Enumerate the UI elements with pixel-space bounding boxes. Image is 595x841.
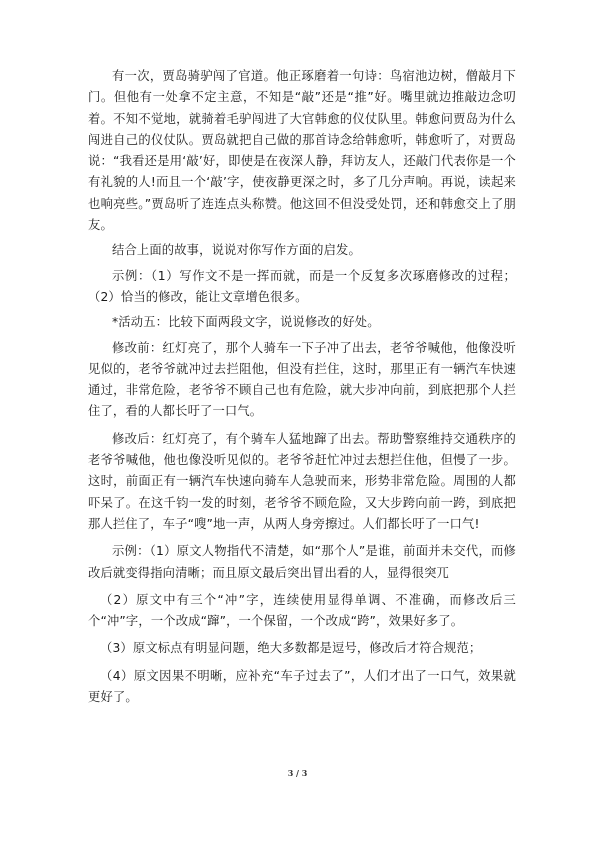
story-paragraph: 有一次，贾岛骑驴闯了官道。他正琢磨着一句诗：鸟宿池边树，僧敲月下门。但他有一处拿不定主意，不知是“敲”还是“推”好。嘴里就边推敲边念叨着。不知不觉地，就骑着毛驴闯进了大官韩愈的仪仗队里。韩愈问贾岛为什么闯进自己的仪仗队。贾岛就把自己做的那首诗念给韩愈听，韩愈听了，对贾岛说：“我看还是用‘敲’好，即使是在夜深人静，拜访友人，还敲门代表你是一个有礼貌的人!而且一个‘敲’字，使夜静更深之时，多了几分声响。再说，读起来也响亮些。”贾岛听了连连点头称赞。他这回不但没受处罚，还和韩愈交上了朋友。 bbox=[88, 69, 516, 233]
example-point-4: （4）原文因果不明晰，应补充“车子过去了”，人们才出了一口气，效果就更好了。 bbox=[88, 668, 516, 705]
after-revision-paragraph: 修改后：红灯亮了，有个骑车人猛地蹿了出去。帮助警察维持交通秩序的老爷爷喊他，他也像没听见似的。老爷爷赶忙冲过去想拦住他，但慢了一步。这时，前面正有一辆汽车快速向骑车人急驶而来，形势非常危险。周围的人都吓呆了。在这千钧一发的时刻，老爷爷不顾危险，又大步跨向前一跨，到底把那人拦住了，车子“嗖”地一声，从两人身旁擦过。人们都长吁了一口气! bbox=[88, 431, 516, 531]
example-point-2: （2）原文中有三个“冲”字，连续使用显得单调、不准确，而修改后三个“冲”字，一个改成“蹿”，一个保留，一个改成“跨”，效果好多了。 bbox=[88, 592, 516, 629]
before-revision-paragraph: 修改前：红灯亮了，那个人骑车一下子冲了出去，老爷爷喊他，他像没听见似的，老爷爷就冲过去拦阻他，但没有拦住，这时，那里正有一辆汽车快速通过，非常危险，老爷爷不顾自己也有危险，就大步冲向前，到底把那个人拦住了，看的人都长吁了一口气。 bbox=[88, 340, 516, 419]
example-answer-paragraph: 示例：（1）写作文不是一挥而就，而是一个反复多次琢磨修改的过程；（2）恰当的修改，能让文章增色很多。 bbox=[88, 268, 516, 304]
question-paragraph: 结合上面的故事，说说对你写作方面的启发。 bbox=[112, 243, 361, 258]
document-body bbox=[88, 66, 516, 708]
example-point-1: 示例：（1）原文人物指代不清楚，如“那个人”是谁，前面并未交代，而修改后就变得指向清晰；而且原文最后突出冒出看的人，显得很突兀 bbox=[88, 544, 516, 580]
activity-five-heading: *活动五：比较下面两段文字，说说修改的好处。 bbox=[112, 315, 380, 330]
page-number: 3 / 3 bbox=[287, 768, 308, 778]
example-point-3: （3）原文标点有明显问题，绝大多数都是逗号，修改后才符合规范； bbox=[100, 641, 482, 656]
